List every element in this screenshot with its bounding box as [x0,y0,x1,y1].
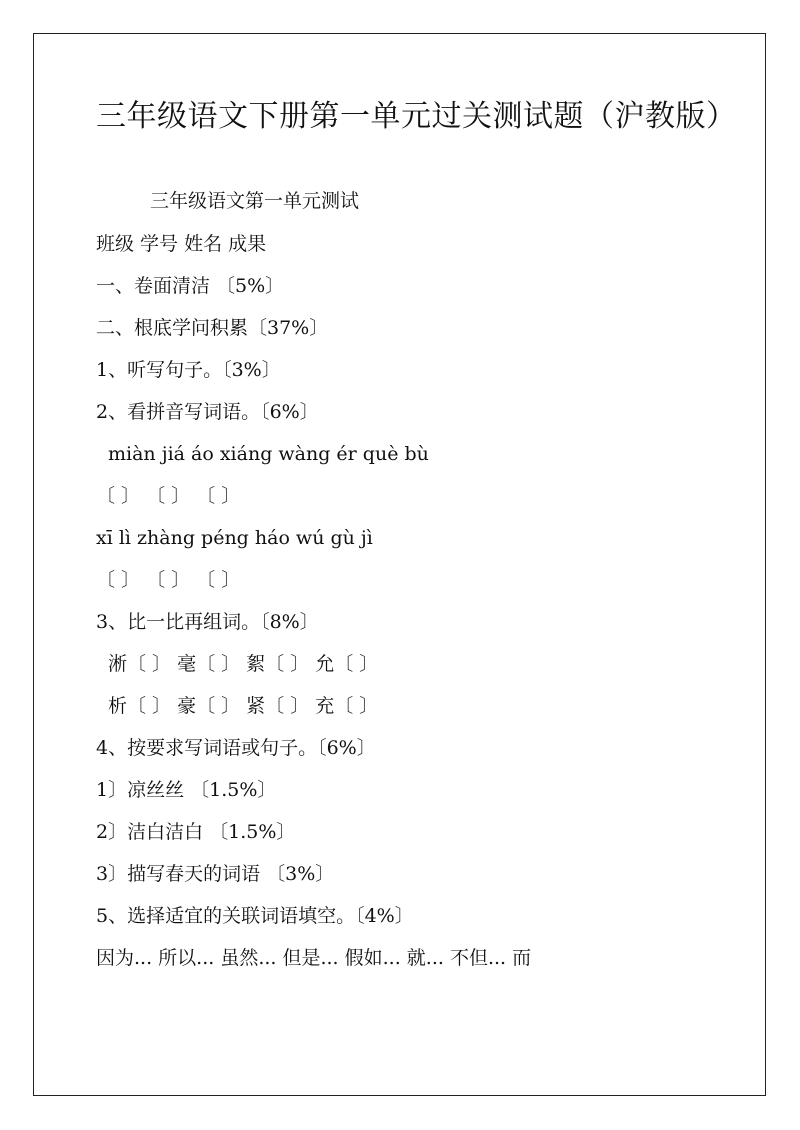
sub-item-1: 1〕凉丝丝 〔1.5%〕 [96,779,277,801]
student-info-line: 班级 学号 姓名 成果 [96,233,267,255]
question-dictation: 1、听写句子。〔3%〕 [96,359,281,381]
compare-row-1: 淅〔 〕 毫〔 〕 絮〔 〕 允〔 〕 [108,653,379,675]
test-subtitle: 三年级语文第一单元测试 [150,190,360,212]
pinyin-row-1: miàn jiá áo xiáng wàng ér què bù [108,443,429,465]
answer-brackets-row-2: 〔 〕 〔 〕 〔 〕 [96,569,241,591]
page-title: 三年级语文下册第一单元过关测试题（沪教版） [96,99,737,134]
pinyin-row-2: xī lì zhàng péng háo wú gù jì [96,527,373,549]
conjunction-options: 因为... 所以... 虽然... 但是... 假如... 就... 不但... 而 [96,947,532,969]
question-pinyin: 2、看拼音写词语。〔6%〕 [96,401,319,423]
sub-item-2: 2〕洁白洁白 〔1.5%〕 [96,821,296,843]
question-compare-words: 3、比一比再组词。〔8%〕 [96,611,319,633]
question-conjunctions: 5、选择适宜的关联词语填空。〔4%〕 [96,905,414,927]
sub-item-3: 3〕描写春天的词语 〔3%〕 [96,863,335,885]
compare-row-2: 析〔 〕 豪〔 〕 紧〔 〕 充〔 〕 [108,695,379,717]
page-border [33,33,766,1096]
answer-brackets-row-1: 〔 〕 〔 〕 〔 〕 [96,485,241,507]
section-basic-knowledge: 二、根底学问积累〔37%〕 [96,317,329,339]
question-write-words: 4、按要求写词语或句子。〔6%〕 [96,737,376,759]
section-neatness: 一、卷面清洁 〔5%〕 [96,275,285,297]
